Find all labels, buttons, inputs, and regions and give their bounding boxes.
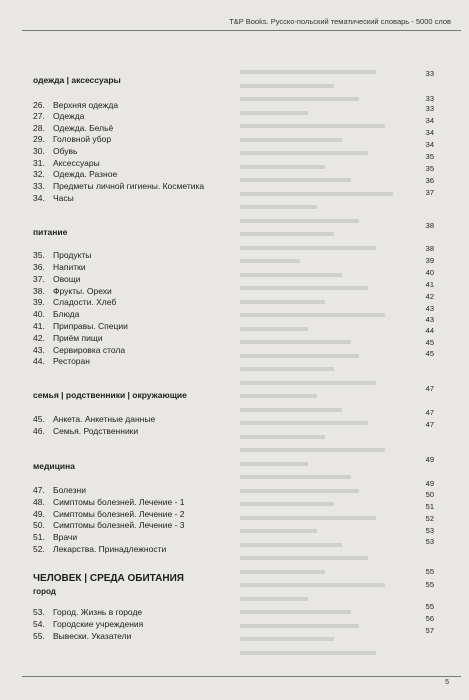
toc-entry: 44. Ресторан xyxy=(33,356,90,366)
toc-page: 33 xyxy=(425,104,434,113)
toc-page: 51 xyxy=(425,502,434,511)
toc-page: 33 xyxy=(425,94,434,103)
toc-page: 47 xyxy=(425,420,434,429)
bleed-through-text xyxy=(240,70,410,670)
toc-page: 43 xyxy=(425,315,434,324)
toc-page: 52 xyxy=(425,514,434,523)
section-title: питание xyxy=(33,227,68,237)
toc-page: 34 xyxy=(425,116,434,125)
toc-entry: 45. Анкета. Анкетные данные xyxy=(33,414,156,424)
toc-page: 53 xyxy=(425,537,434,546)
toc-page: 36 xyxy=(425,176,434,185)
toc-page: 43 xyxy=(425,304,434,313)
toc-page: 56 xyxy=(425,614,434,623)
toc-page: 35 xyxy=(425,164,434,173)
toc-page: 49 xyxy=(425,479,434,488)
part-title: ЧЕЛОВЕК | СРЕДА ОБИТАНИЯ xyxy=(33,573,184,584)
toc-page: 39 xyxy=(425,256,434,265)
toc-entry: 28. Одежда. Бельё xyxy=(33,123,114,133)
toc-entry: 49. Симптомы болезней. Лечение - 2 xyxy=(33,509,185,519)
toc-entry: 31. Аксессуары xyxy=(33,158,100,168)
toc-page: 57 xyxy=(425,626,434,635)
toc-page: 50 xyxy=(425,490,434,499)
toc-entry: 42. Приём пищи xyxy=(33,333,103,343)
toc-page: 38 xyxy=(425,244,434,253)
section-page: 47 xyxy=(425,384,434,393)
toc-page: 34 xyxy=(425,128,434,137)
toc-page: 53 xyxy=(425,526,434,535)
toc-entry: 40. Блюда xyxy=(33,309,80,319)
subsection-title: город xyxy=(33,587,56,596)
toc-entry: 37. Овощи xyxy=(33,274,81,284)
toc-page: 45 xyxy=(425,349,434,358)
toc-entry: 41. Приправы. Специи xyxy=(33,321,128,331)
toc-entry: 39. Сладости. Хлеб xyxy=(33,297,117,307)
toc-entry: 43. Сервировка стола xyxy=(33,345,126,355)
toc-page: 40 xyxy=(425,268,434,277)
toc-entry: 50. Симптомы болезней. Лечение - 3 xyxy=(33,520,185,530)
toc-entry: 29. Головной убор xyxy=(33,134,112,144)
section-page: 49 xyxy=(425,455,434,464)
section-page: 55 xyxy=(425,580,434,589)
toc-entry: 36. Напитки xyxy=(33,262,86,272)
toc-entry: 52. Лекарства. Принадлежности xyxy=(33,544,167,554)
toc-entry: 30. Обувь xyxy=(33,146,78,156)
toc-entry: 35. Продукты xyxy=(33,250,92,260)
page-number: 5 xyxy=(445,679,449,686)
toc-page: 34 xyxy=(425,140,434,149)
toc-page: 45 xyxy=(425,338,434,347)
toc-entry: 34. Часы xyxy=(33,193,74,203)
toc-entry: 48. Симптомы болезней. Лечение - 1 xyxy=(33,497,185,507)
toc-entry: 27. Одежда xyxy=(33,111,85,121)
running-header: T&P Books. Русско-польский тематический словарь - 5000 слов xyxy=(229,17,451,26)
toc-entry: 32. Одежда. Разное xyxy=(33,169,118,179)
toc-entry: 47. Болезни xyxy=(33,485,86,495)
toc-entry: 51. Врачи xyxy=(33,532,78,542)
footer-rule xyxy=(22,676,461,677)
toc-page: 44 xyxy=(425,326,434,335)
section-title: одежда | аксессуары xyxy=(33,75,121,85)
header-rule xyxy=(22,30,461,31)
toc-entry: 33. Предметы личной гигиены. Косметика xyxy=(33,181,205,191)
section-page: 33 xyxy=(425,69,434,78)
toc-entry: 46. Семья. Родственники xyxy=(33,426,139,436)
toc-entry: 54. Городские учреждения xyxy=(33,619,144,629)
section-title: семья | родственники | окружающие xyxy=(33,390,187,400)
toc-page: 47 xyxy=(425,408,434,417)
toc-page: 35 xyxy=(425,152,434,161)
section-page: 38 xyxy=(425,221,434,230)
toc-entry: 26. Верхняя одежда xyxy=(33,100,119,110)
section-title: медицина xyxy=(33,461,75,471)
toc-entry: 53. Город. Жизнь в городе xyxy=(33,607,143,617)
toc-page: 37 xyxy=(425,188,434,197)
toc-entry: 55. Вывески. Указатели xyxy=(33,631,132,641)
toc-entry: 38. Фрукты. Орехи xyxy=(33,286,112,296)
toc-page: 42 xyxy=(425,292,434,301)
toc-page: 41 xyxy=(425,280,434,289)
toc-page: 55 xyxy=(425,602,434,611)
section-page: 55 xyxy=(425,567,434,576)
